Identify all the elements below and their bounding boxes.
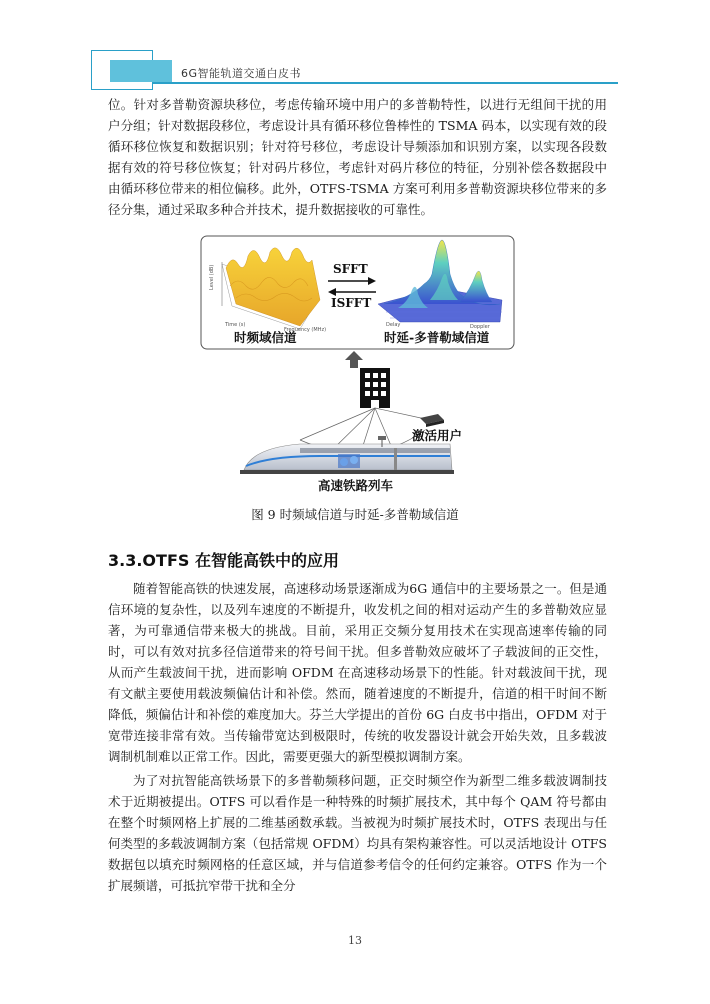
left-panel-label: 时频域信道	[234, 330, 297, 345]
figure-channel-diagram	[0, 0, 710, 500]
paragraph-intro: 位。针对多普勒资源块移位，考虑传输环境中用户的多普勒特性，以进行无组间干扰的用户分组；针对数据段移位，考虑设计具有循环移位鲁棒性的 TSMA 码本，以实现有效的段循环移位恢复和数据识别；针对符号移位，考虑设计导频添加和识别方案，以实现各段数据有效的符号移位恢复；针对码片移位，考虑针对码片移位的特征，分别补偿各数据段中由循环移位带来的相位偏移。此外，OTFS-TSMA 方案可利用多普勒资源块移位带来的多径分集，通过采取多种合并技术，提升数据接收的可靠性。	[108, 97, 607, 217]
page-number: 13	[348, 934, 362, 947]
paragraph-body-1: 随着智能高铁的快速发展，高速移动场景逐渐成为6G 通信中的主要场景之一。但是通信环境的复杂性，以及列车速度的不断提升，收发机之间的相对运动产生的多普勒效应显著，为可靠通信带来极大的挑战。目前，采用正交频分复用技术在实现高速率传输的同时，可以有效对抗多径信道带来的符号间干扰。但多普勒效应破坏了子载波间的正交性，从而产生载波间干扰，进而影响 OFDM 在高速移动场景下的性能。针对载波间干扰，现有文献主要使用载波频偏估计和补偿。然而，随着速度的不断提升，信道的相干时间不断降低，频偏估计和补偿的难度加大。芬兰大学提出的首份 6G 白皮书中指出，OFDM 对于宽带连接非常有效。当传输带宽达到极限时，传统的收发器设计就会开始失效，且多载波调制机制难以正常工作。因此，需要更强大的新型模拟调制方案。	[108, 581, 607, 764]
left-axis-x-label: Time (s)	[225, 322, 246, 328]
right-axis-x-label: Delay	[386, 322, 401, 328]
section-heading: 3.3.OTFS 在智能高铁中的应用	[108, 551, 339, 570]
left-axis-y-label: Frequency (MHz)	[284, 327, 327, 333]
right-axis-y-label: Doppler	[470, 324, 490, 330]
header-title: 6G智能轨道交通白皮书	[181, 67, 302, 80]
up-arrow-icon	[345, 351, 363, 368]
paragraph-body-2: 为了对抗智能高铁场景下的多普勒频移问题，正交时频空作为新型二维多载波调制技术于近期被提出。OTFS 可以看作是一种特殊的时频扩展技术，其中每个 QAM 符号都由在整个时频网格上扩展的二维基函数承载。当被视为时频扩展技术时，OTFS 表现出与任何类型的多载波调制方案（包括常规 OFDM）均具有架构兼容性。可以灵活地设计 OTFS 数据包以填充时频网格的任意区域，并与信道参考信令的任何约定兼容。OTFS 作为一个扩展频谱，可抵抗窄带干扰和全分	[108, 773, 607, 893]
building-icon	[360, 368, 390, 408]
figure-caption: 图 9 时频域信道与时延-多普勒域信道	[251, 507, 459, 522]
isfft-label: ISFFT	[331, 296, 372, 310]
sfft-label: SFFT	[333, 262, 368, 276]
active-user-label: 激活用户	[412, 428, 463, 443]
right-panel-label: 时延-多普勒域信道	[384, 330, 490, 345]
left-axis-z-label: Level (dB)	[209, 264, 215, 290]
active-user-device-icon	[420, 414, 444, 427]
train-label: 高速铁路列车	[318, 478, 394, 493]
